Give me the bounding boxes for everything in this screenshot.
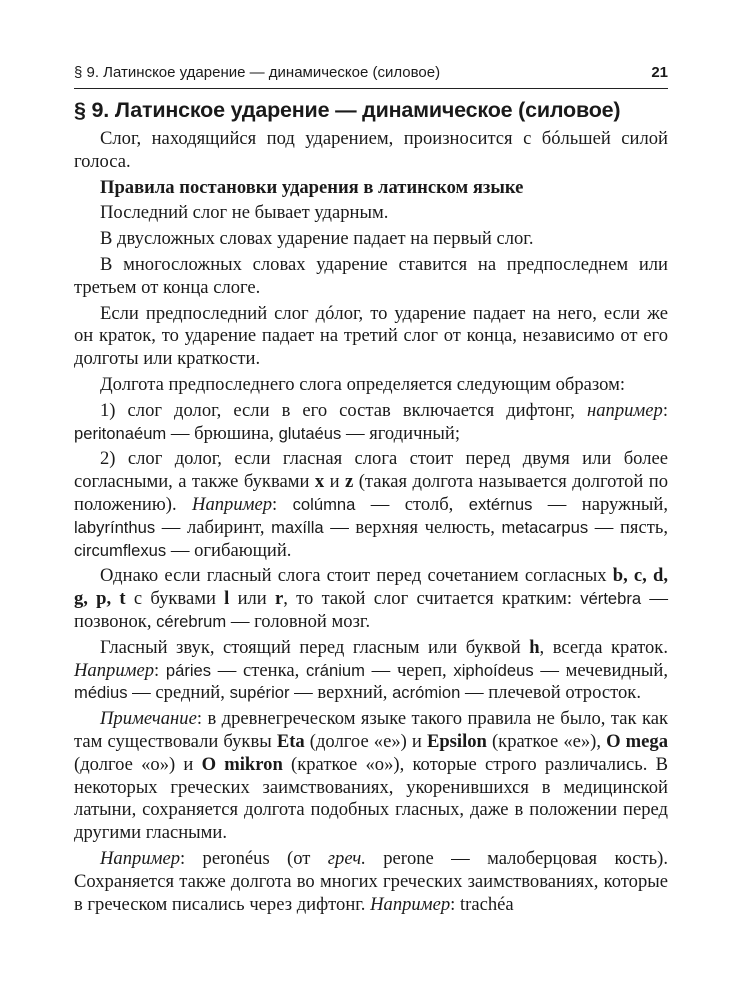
paragraph-vowel-before-vowel: Гласный звук, стоящий перед гласным или буквой h, всегда краток. Например: páries — стенка, cránium — череп, xiphoídeus — мечевидный, médius — средний, supérior — верхний, acrómion — плечевой отросток. xyxy=(74,636,668,704)
header-rule xyxy=(74,88,668,89)
paragraph-rule-position: 2) слог долог, если гласная слога стоит перед двумя или более согласными, а также буквами x и z (такая долгота называется долготой по положению). Например: colúmna — столб, extérnus — наружный, labyrínthus — лабиринт, maxílla — верхняя челюсть, metacarpus — пясть, circumflexus — огибающий. xyxy=(74,448,668,561)
paragraph-muta-cum-liquida: Однако если гласный слога стоит перед сочетанием согласных b, c, d, g, p, t с буквами l или r, то такой слог считается кратким: vértebra — позвонок, cérebrum — головной мозг. xyxy=(74,565,668,632)
paragraph-rule-last-syllable: Последний слог не бывает ударным. xyxy=(100,202,389,224)
paragraph-rule-two-syllable: В двусложных словах ударение падает на первый слог. xyxy=(100,228,534,250)
page-number: 21 xyxy=(651,64,668,81)
paragraph-intro: Слог, находящийся под ударением, произносится с бóльшей силой голоса. xyxy=(74,128,668,172)
paragraph-rule-diphthong: 1) слог долог, если в его состав включается дифтонг, например: peritonaéum — брюшина, glutaéus — ягодичный; xyxy=(74,399,668,444)
section-title: § 9. Латинское ударение — динамическое (силовое) xyxy=(74,98,621,122)
running-title: § 9. Латинское ударение — динамическое (силовое) xyxy=(74,64,441,81)
paragraph-length-rules: Долгота предпоследнего слога определяется следующим образом: xyxy=(100,373,626,395)
paragraph-penultimate: Если предпоследний слог дóлог, то ударение падает на него, если же он краток, то ударение падает на третий слог от конца, независимо от его долготы или краткости. xyxy=(74,302,668,370)
rules-heading: Правила постановки ударения в латинском языке xyxy=(100,176,524,198)
book-page xyxy=(74,62,668,919)
paragraph-note: Примечание: в древнегреческом языке такого правила не было, так как там существовали буквы Eta (долгое «е») и Epsilon (краткое «е»), O mega (долгое «о») и O mikron (краткое «о»), которые строго различались. В некоторых греческих заимствованиях, укоренившихся в медицинской латыни, сохраняется долгота подобных гласных, даже в положении перед другими гласными. xyxy=(74,708,668,844)
paragraph-example: Например: peronéus (от греч. perone — малоберцовая кость). Сохраняется также долгота во многих греческих заимствованиях, которые в греческом писались через дифтонг. Например: trachéa xyxy=(74,847,668,915)
paragraph-rule-polysyllabic: В многосложных словах ударение ставится на предпоследнем или третьем от конца слоге. xyxy=(74,253,668,298)
running-header xyxy=(74,62,668,84)
body-text xyxy=(74,128,668,916)
